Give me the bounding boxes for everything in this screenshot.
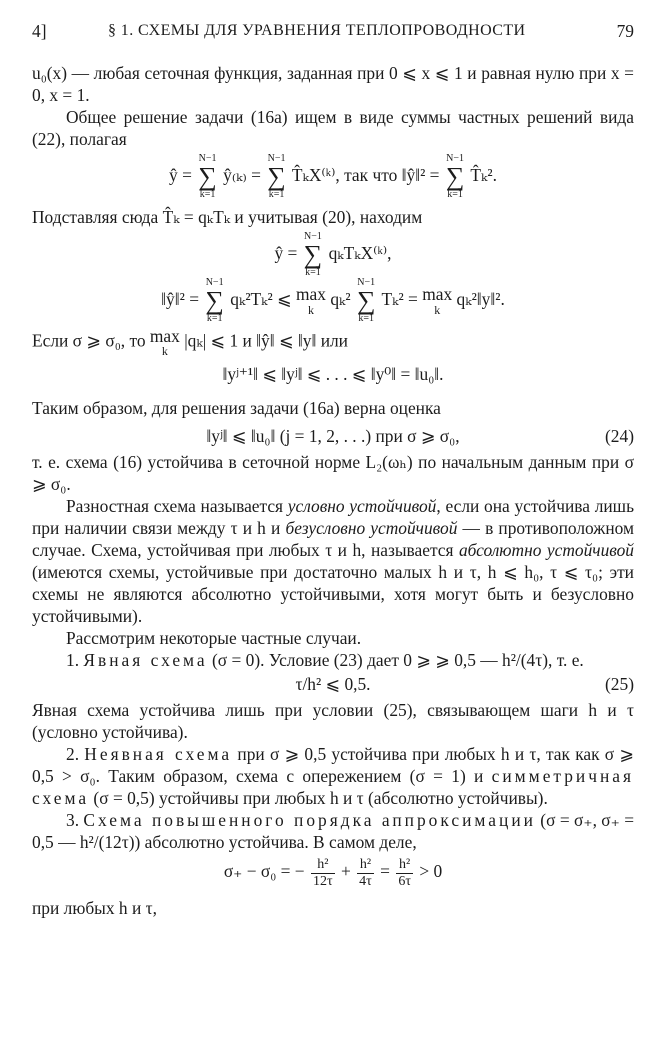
sum-symbol: N−1 ∑ k=1 bbox=[356, 277, 376, 324]
formula-y-hat-sum: ŷ = N−1 ∑ k=1 ŷ₍ₖ₎ = N−1 ∑ k=1 T̂ₖX⁽ᵏ⁾, так что ‖ŷ‖² = N−1 ∑ k=1 T̂ₖ². bbox=[169, 153, 497, 200]
paragraph-final: при любых h и τ, bbox=[32, 898, 157, 919]
section-title: § 1. СХЕМЫ ДЛЯ УРАВНЕНИЯ ТЕПЛОПРОВОДНОСТИ bbox=[108, 22, 526, 39]
sum-symbol: N−1 ∑ k=1 bbox=[198, 153, 217, 200]
formula-norm-estimate: ‖ŷ‖² = N−1 ∑ k=1 qₖ²Tₖ² ⩽ max k qₖ² N−1 ∑ k=1 Tₖ² = max k qₖ²‖y‖². bbox=[161, 277, 505, 324]
paragraph-explicit-scheme: 1. Явная схема (σ = 0). Условие (23) дает 0 ⩾ ⩾ 0,5 — h²/(4τ), т. е. bbox=[66, 650, 584, 671]
max-operator: max k bbox=[422, 284, 453, 317]
equation-number-25: (25) bbox=[605, 674, 634, 695]
paragraph-explicit-conditional: Явная схема устойчива лишь при условии (25), связывающем шаги h и τ (условно устойчива). bbox=[32, 700, 634, 743]
fraction: $\frac{\text{h²}}{6\tau}$ bbox=[398, 857, 411, 889]
sum-symbol: N−1 ∑ k=1 bbox=[205, 277, 224, 324]
formula-24: ‖yʲ‖ ⩽ ‖u₀‖ (j = 1, 2, . . .) при σ ⩾ σ₀, (24) bbox=[206, 426, 634, 447]
chapter-number: 4] bbox=[32, 21, 47, 41]
paragraph-definitions: Разностная схема называется условно устойчивой, если она устойчива лишь при наличии связи между τ и h и безусловно устойчивой — в противоположном случае. Схема, устойчивая при любых τ и h, называется абсолютно устойчивой (имеются схемы, устойчивые при достаточно малых h и τ, h ⩽ h₀, τ ⩽ τ₀; эти схемы не являются абсолютно устойчивыми, хотя могут быть и безусловно устойчивыми). bbox=[32, 496, 634, 627]
paragraph-intro: u₀(x) — любая сеточная функция, заданная при 0 ⩽ x ⩽ 1 и равная нулю при x = 0, x = 1. bbox=[32, 63, 634, 105]
paragraph-condition: Если σ ⩾ σ₀, то max k |qₖ| ⩽ 1 и ‖ŷ‖ ⩽ ‖y‖ или bbox=[32, 326, 348, 359]
max-operator: max k bbox=[149, 326, 180, 359]
equation-number-24: (24) bbox=[605, 426, 634, 447]
max-operator: max k bbox=[296, 284, 326, 317]
formula-sigma-difference: σ₊ − σ₀ = − $\frac{\text{h²}}{12\tau}$ + $\frac{\text{h²}}{4\tau}$ = $\frac{\text{h²}}{6\tau}$ > 0 bbox=[223, 857, 443, 889]
formula-25: τ/h² ⩽ 0,5. (25) bbox=[295, 674, 634, 695]
paragraph-estimate: Таким образом, для решения задачи (16а) верна оценка bbox=[32, 398, 441, 419]
running-header bbox=[32, 20, 634, 46]
sum-symbol: N−1 ∑ k=1 bbox=[303, 231, 323, 278]
paragraph-implicit-scheme: 2. Неявная схема при σ ⩾ 0,5 устойчива при любых h и τ, так как σ ⩾ 0,5 > σ₀. Таким образом, схема с опережением (σ = 1) и симметричная схема (σ = 0,5) устойчивы при любых h и τ (абсолютно устойчивы). bbox=[32, 744, 634, 809]
formula-chain: ‖yʲ⁺¹‖ ⩽ ‖yʲ‖ ⩽ . . . ⩽ ‖y⁰‖ = ‖u₀‖. bbox=[222, 364, 444, 385]
paragraph-higher-order-scheme: 3. Схема повышенного порядка аппроксимации (σ = σ₊, σ₊ = 0,5 — h²/(12τ)) абсолютно устойчива. В самом деле, bbox=[32, 810, 635, 853]
paragraph-stability-norm: т. е. схема (16) устойчива в сеточной норме L₂(ωₕ) по начальным данным при σ ⩾ σ₀. bbox=[32, 452, 634, 495]
formula-y-hat-q: ŷ = N−1 ∑ k=1 qₖTₖX⁽ᵏ⁾, bbox=[274, 231, 392, 278]
paragraph-general-solution: Общее решение задачи (16а) ищем в виде суммы частных решений вида (22), полагая bbox=[32, 107, 634, 149]
sum-symbol: N−1 ∑ k=1 bbox=[267, 153, 286, 200]
page-number: 79 bbox=[616, 21, 634, 41]
paragraph-cases-intro: Рассмотрим некоторые частные случаи. bbox=[66, 628, 362, 649]
paragraph-substitution: Подставляя сюда T̂ₖ = qₖTₖ и учитывая (20), находим bbox=[32, 207, 423, 227]
sum-symbol: N−1 ∑ k=1 bbox=[445, 153, 465, 200]
fraction: $\frac{\text{h²}}{12\tau}$ bbox=[312, 857, 333, 889]
fraction: $\frac{\text{h²}}{4\tau}$ bbox=[359, 857, 372, 889]
